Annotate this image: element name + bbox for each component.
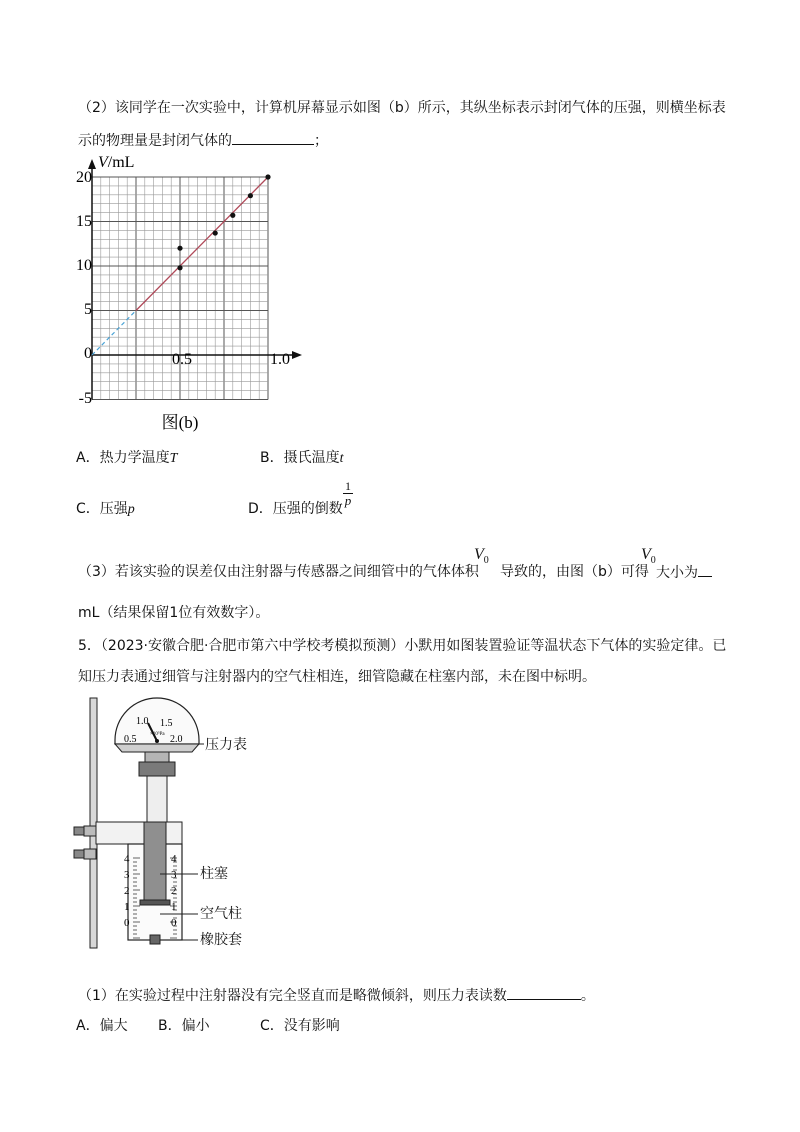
clamp-screw-top [84, 826, 96, 836]
apparatus-figure [70, 695, 280, 955]
y-tick-15: 15 [76, 213, 92, 230]
y-tick-20: 20 [76, 169, 92, 186]
clamp-arm [96, 822, 182, 844]
fraction-numerator: 1 [345, 479, 351, 493]
x-tick-0-5: 0.5 [172, 351, 192, 368]
scale-right-4: 4 [171, 853, 177, 865]
y-tick-0: 0 [84, 345, 92, 362]
option-c[interactable] [76, 499, 135, 520]
gauge-unit: ×10⁵Pa [150, 732, 165, 737]
label-rubber-cap: 橡胶套 [200, 932, 242, 948]
plunger [144, 822, 166, 904]
data-point [177, 265, 182, 270]
x-axis-arrow [292, 351, 302, 359]
scale-right-0: 0 [171, 917, 177, 929]
q3-line1-b [500, 562, 649, 582]
rubber-cap [150, 935, 160, 944]
gauge-neck [145, 752, 169, 762]
option-b[interactable] [260, 448, 344, 469]
data-point [265, 174, 270, 179]
option-q5-c[interactable]: C．没有影响 [260, 1018, 340, 1034]
extrapolation-dashed-line [92, 311, 136, 356]
scale-left-1: 1 [124, 901, 130, 913]
clamp-knob-top [74, 827, 84, 835]
q3-line1 [78, 562, 479, 582]
q3-line1-c [656, 562, 712, 583]
option-b-var: t [339, 451, 344, 466]
scale-right-3: 3 [171, 869, 177, 881]
q2-line1: （2）该同学在一次实验中，计算机屏幕显示如图（b）所示，其纵坐标表示封闭气体的压强，则横坐标表 [78, 100, 726, 116]
data-point [248, 193, 253, 198]
label-air-column: 空气柱 [200, 906, 242, 922]
clamp-screw-bottom [84, 849, 96, 859]
needle-pivot [155, 739, 159, 743]
gauge-tick-1-5: 1.5 [160, 718, 173, 729]
option-a[interactable] [76, 448, 177, 469]
label-pressure-gauge: 压力表 [205, 737, 247, 753]
q3-text-3: 大小为 [656, 565, 698, 581]
fraction-denominator: p [344, 493, 352, 508]
q2-line2 [78, 130, 328, 151]
scale-left-2: 2 [124, 885, 130, 897]
graph-b [60, 150, 320, 435]
data-point [230, 213, 235, 218]
option-a-var: T [169, 451, 178, 466]
plunger-head [140, 900, 170, 905]
scale-left-0: 0 [124, 917, 130, 929]
option-q5-b[interactable]: B．偏小 [158, 1018, 210, 1034]
scale-left-3: 3 [124, 869, 130, 881]
q5-1-end: 。 [580, 988, 595, 1004]
answer-blank-q3[interactable] [698, 562, 712, 577]
figure-caption-b: 图(b) [161, 413, 199, 432]
q2-line2-text: 示的物理量是封闭气体的 [78, 133, 232, 149]
q2-line2-end: ； [314, 133, 328, 149]
y-tick-neg5: -5 [78, 390, 92, 407]
x-tick-1-0: 1.0 [270, 351, 290, 368]
q3-text-1: （3）若该实验的误差仅由注射器与传感器之间细管中的气体体积 [78, 564, 479, 580]
q3-line2: mL（结果保留1位有效数字）。 [78, 605, 270, 621]
scale-left-4: 4 [124, 853, 130, 865]
clamp-knob-bottom [74, 850, 84, 858]
scale-right-2: 2 [171, 885, 177, 897]
gauge-tick-1-0: 1.0 [136, 716, 149, 727]
option-b-text: B．摄氏温度 [260, 450, 340, 466]
option-a-text: A．热力学温度 [76, 450, 170, 466]
q5-1-text: （1）在实验过程中注射器没有完全竖直而是略微倾斜，则压力表读数 [78, 988, 507, 1004]
answer-blank-q2[interactable] [232, 130, 314, 145]
y-tick-10: 10 [76, 257, 92, 274]
option-d[interactable] [248, 499, 343, 519]
fraction-one-over-p [343, 480, 353, 507]
q5-line2: 知压力表通过细管与注射器内的空气柱相连，细管隐藏在柱塞内部，未在图中标明。 [78, 669, 596, 685]
label-plunger: 柱塞 [200, 866, 228, 882]
v0-symbol-2: $V_0$ [641, 546, 656, 567]
option-c-text: C．压强 [76, 501, 128, 517]
plunger-rod [147, 776, 167, 822]
data-point [213, 230, 218, 235]
y-axis-arrow [88, 159, 96, 169]
data-point [177, 246, 182, 251]
chart-marks [92, 174, 271, 355]
answer-blank-q5-1[interactable] [507, 985, 581, 1000]
gauge-tick-0-5: 0.5 [124, 734, 137, 745]
v0-symbol-1: $V_0$ [474, 546, 489, 567]
gauge-connector [139, 762, 175, 776]
option-d-text: D．压强的倒数 [248, 501, 343, 517]
option-q5-a[interactable]: A．偏大 [76, 1018, 128, 1034]
gauge-tick-2-0: 2.0 [170, 734, 183, 745]
y-axis-label: V/mL [98, 154, 135, 171]
gauge-base [115, 744, 199, 752]
q3-text-2: 导致的，由图（b）可得 [500, 564, 649, 580]
q5-line1: 5．（2023·安徽合肥·合肥市第六中学校考模拟预测）小默用如图装置验证等温状态下气体的实验定律。已 [78, 638, 727, 654]
scale-right-1: 1 [171, 901, 177, 913]
y-tick-5: 5 [84, 301, 92, 318]
option-c-var: p [127, 502, 135, 517]
q5-1-line [78, 985, 595, 1006]
